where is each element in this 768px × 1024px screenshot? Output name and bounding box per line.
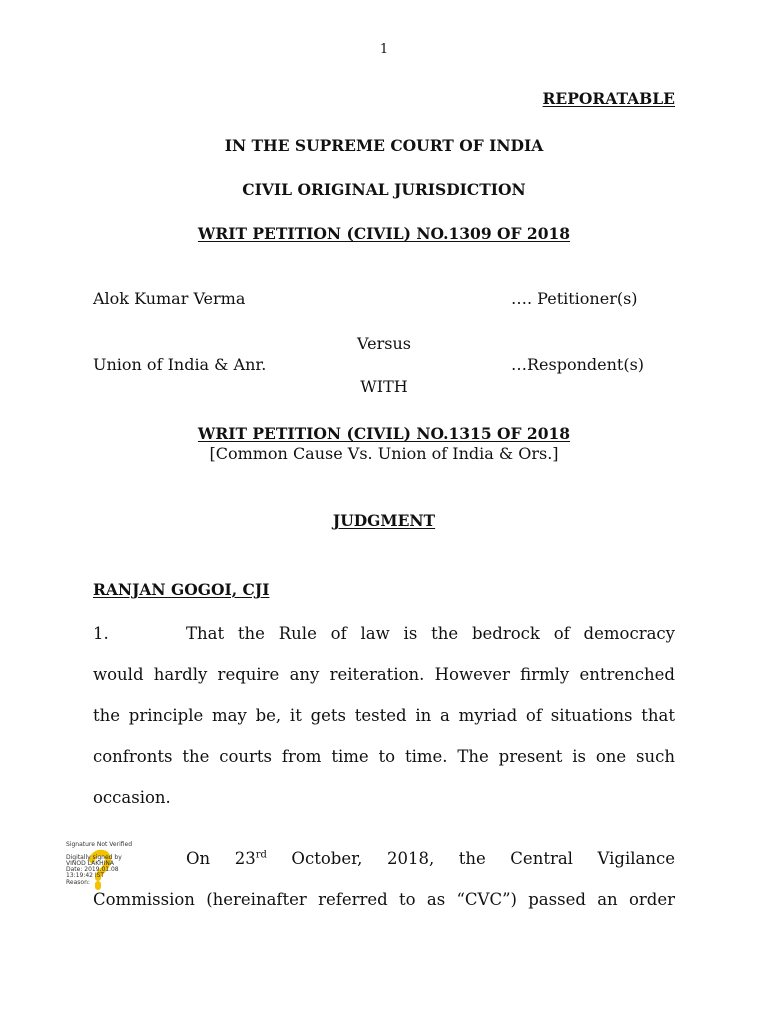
paragraph-1-line: the principle may be, it gets tested in a myriad of situations that [93,706,675,725]
with-label: WITH [360,377,408,396]
jurisdiction-title: CIVIL ORIGINAL JURISDICTION [242,180,526,199]
digital-signature-stamp [66,842,166,890]
petition-number-1: WRIT PETITION (CIVIL) NO.1309 OF 2018 [197,224,571,243]
author-heading: RANJAN GOGOI, CJI [93,580,270,599]
court-title: IN THE SUPREME COURT OF INDIA [224,136,544,155]
respondent-role: …Respondent(s) [511,355,645,374]
respondent-name: Union of India & Anr. [93,355,267,374]
versus-label: Versus [357,334,411,353]
paragraph-1-line: would hardly require any reiteration. However firmly entrenched [93,665,675,684]
signature-text: Signature Not Verified Digitally signed by VINOD LAKHINA Date: 2019.01.08 13:19:42 IST Reason: [66,841,133,886]
page-number: 1 [379,42,389,57]
paragraph-1-line: 1. That the Rule of law is the bedrock of democracy [93,613,675,654]
paragraph-2-line: On 23rd October, 2018, the Central Vigilance [186,849,675,868]
petition-2-parties: [Common Cause Vs. Union of India & Ors.] [209,444,559,463]
petitioner-name: Alok Kumar Verma [93,289,246,308]
petitioner-role: …. Petitioner(s) [511,289,638,308]
paragraph-1 [93,613,675,818]
petition-number-2: WRIT PETITION (CIVIL) NO.1315 OF 2018 [197,424,571,443]
paragraph-1-line: confronts the courts from time to time. The present is one such [93,747,675,766]
paragraph-2-line: Commission (hereinafter referred to as “CVC”) passed an order [93,890,675,909]
paragraph-1-line: occasion. [93,788,171,807]
paragraph-2 [93,838,675,920]
judgment-heading: JUDGMENT [332,511,436,530]
paragraph-number: 1. [93,624,109,643]
reportable-label: REPORATABLE [542,89,675,108]
